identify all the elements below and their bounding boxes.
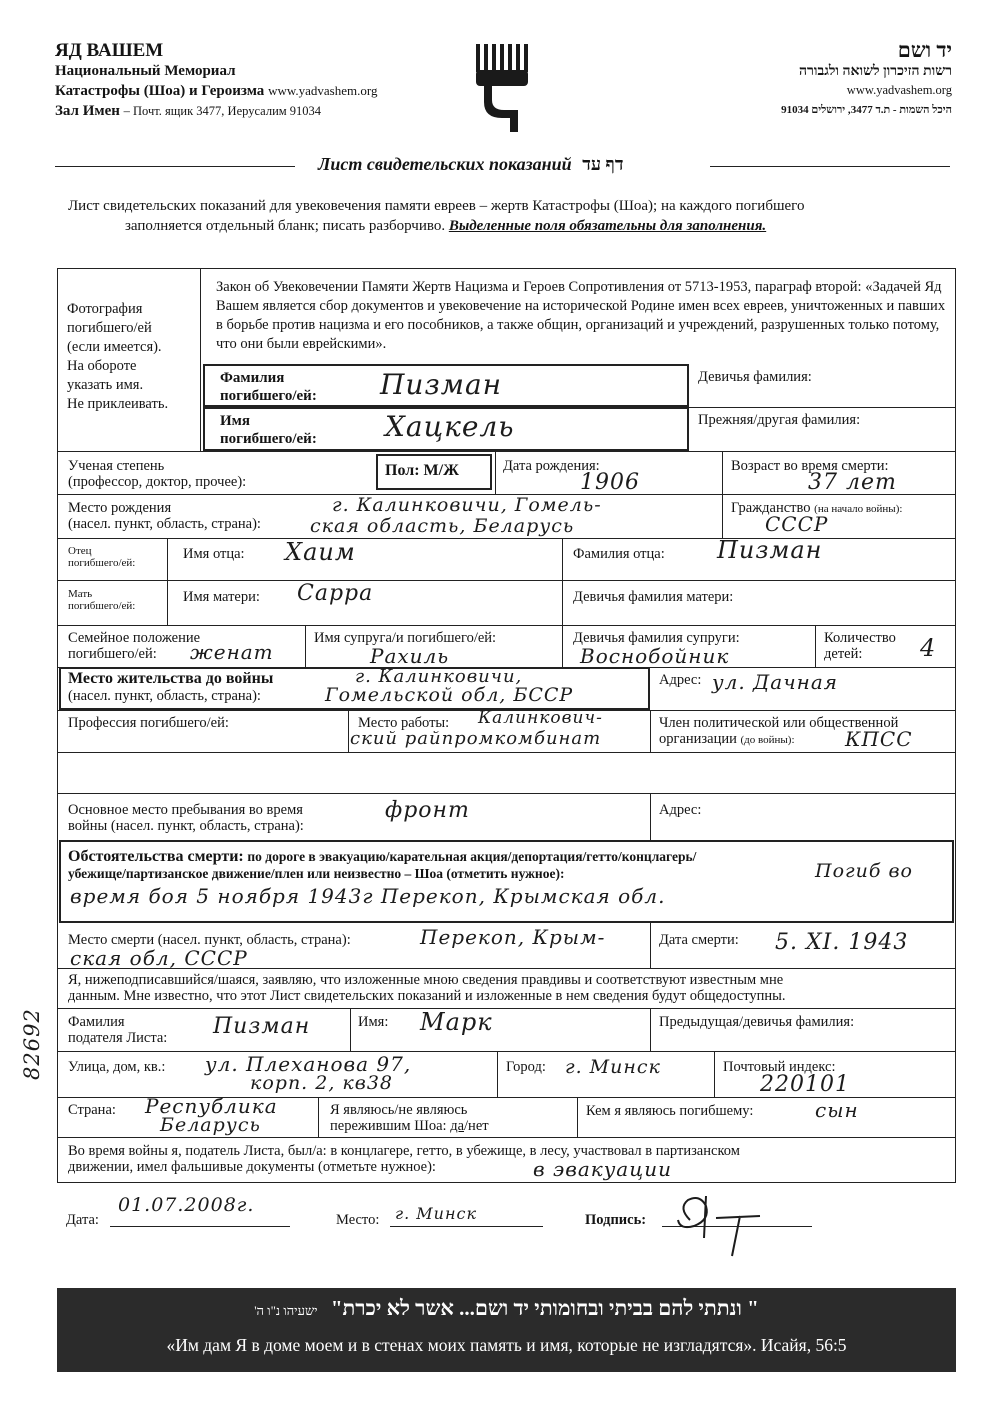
col-divider (815, 625, 816, 667)
children-label (824, 630, 896, 662)
prewar-label (68, 670, 273, 704)
children-value[interactable]: 4 (920, 634, 937, 662)
sign-date-label: Дата: (66, 1212, 99, 1228)
org-he-address: היכל השמות - ת.ד 3477, ירושלים 91034 (781, 104, 952, 116)
row-divider (57, 1008, 956, 1009)
col-divider (167, 538, 168, 625)
org-line2-text: Катастрофы (Шоа) и Героизма (55, 83, 265, 99)
archive-number: 82692 (20, 1008, 44, 1080)
declaration-line2: данным. Мне известно, что этот Лист свидетельских показаний и изложенные в нем сведения будут общедоступны. (68, 988, 786, 1004)
mother-maiden-label: Девичья фамилия матери: (573, 589, 734, 605)
birthplace-value-2[interactable]: ская область, Беларусь (310, 515, 575, 537)
submitter-name-value[interactable]: Марк (420, 1008, 493, 1036)
title-rule-right (710, 166, 950, 167)
intro-emphasis: Выделенные поля обязательны для заполнения. (448, 218, 767, 234)
family-status-label-2: погибшего/ей: (68, 646, 157, 662)
row-divider (57, 1051, 956, 1052)
title-rule-left (55, 166, 295, 167)
age-value[interactable]: 37 лет (808, 470, 897, 495)
citizenship-note: (на начало войны): (814, 503, 903, 515)
survivor-yes[interactable]: да (450, 1118, 465, 1134)
photo-line: указать имя. (67, 377, 144, 393)
wartime-value[interactable]: фронт (385, 798, 470, 823)
death-place-label: Место смерти (насел. пункт, область, страна): (68, 932, 351, 948)
age-label: Возраст во время смерти: (731, 458, 889, 474)
prewar-address-value[interactable]: ул. Дачная (712, 670, 839, 694)
mother-name-label: Имя матери: (183, 589, 260, 605)
victim-surname-label-1: Фамилия (220, 370, 285, 386)
survivor-label-2-line (330, 1118, 489, 1134)
father-side-label-2: погибшего/ей: (68, 557, 136, 569)
street-value-2[interactable]: корп. 2, кв38 (250, 1072, 394, 1094)
mother-name-value[interactable]: Сарра (297, 581, 374, 606)
father-side-label (68, 545, 135, 569)
photo-line: На обороте (67, 358, 137, 374)
victim-name-value[interactable]: Хацкель (385, 410, 515, 443)
spouse-maiden-value[interactable]: Воснобойник (580, 644, 730, 668)
family-status-value[interactable]: женат (190, 640, 274, 664)
col-divider (305, 625, 306, 667)
prewar-label-2: (насел. пункт, область, страна): (68, 688, 261, 704)
survivor-label (330, 1102, 489, 1134)
city-value[interactable]: г. Минск (565, 1056, 661, 1078)
form-title-ru: Лист свидетельских показаний (318, 154, 572, 174)
death-date-label: Дата смерти: (659, 932, 739, 948)
country-label: Страна: (68, 1102, 116, 1118)
wartime-label-2: войны (насел. пункт, область, страна): (68, 818, 304, 834)
citizenship-value[interactable]: СССР (765, 512, 829, 536)
death-place-value-2[interactable]: ская обл, СССР (70, 946, 248, 970)
birthplace-label-2: (насел. пункт, область, страна): (68, 516, 261, 532)
col-divider (577, 1097, 578, 1137)
prewar-value-1[interactable]: г. Калинковичи, (355, 666, 523, 687)
father-side-label-1: Отец (68, 545, 92, 557)
country-value-2[interactable]: Беларусь (160, 1114, 261, 1136)
footer-quote-ru: «Им дам Я в доме моем и в стенах моих память и имя, которые не изгладятся». Исайя, 56:5 (166, 1335, 847, 1355)
death-circ-options-2: убежище/партизанское движение/плен или неизвестно – Шоа (отметить нужное): (68, 866, 565, 881)
row-divider (57, 1137, 956, 1138)
submitter-surname-label-2: подателя Листа: (68, 1030, 168, 1046)
col-divider (495, 451, 496, 494)
col-divider (318, 1097, 319, 1137)
form-title-he: דף עד (582, 154, 624, 174)
org-name-he: יד ושם (897, 38, 952, 62)
sign-date-value[interactable]: 01.07.2008г. (118, 1194, 255, 1216)
mother-side-label-2: погибшего/ей: (68, 600, 136, 612)
wartime-submitter-line1: Во время войны я, податель Листа, был/а: в концлагере, гетто, в убежище, в лесу, участвовал в партизанском (68, 1143, 740, 1159)
row-divider (57, 580, 956, 581)
submitter-surname-value[interactable]: Пизман (213, 1014, 311, 1039)
birthplace-label-1: Место рождения (68, 500, 172, 516)
col-divider (562, 538, 563, 625)
photo-divider (200, 268, 201, 451)
victim-name-label (220, 412, 317, 448)
zip-value[interactable]: 220101 (760, 1072, 850, 1097)
org-website: www.yadvashem.org (268, 83, 378, 98)
death-place-value-1[interactable]: Перекоп, Крым- (420, 925, 606, 949)
family-status-label-1: Семейное положение (68, 630, 201, 646)
sign-date-line (110, 1226, 290, 1227)
hall-label: Зал Имен (55, 103, 120, 119)
col-divider (714, 1051, 715, 1097)
sign-label: Подпись: (585, 1212, 647, 1228)
row-divider (57, 451, 956, 452)
handwritten-signature[interactable] (670, 1190, 780, 1260)
dob-label: Дата рождения: (503, 458, 600, 474)
footer-quote-he-ref: ישעיהו נ"ו ה' (254, 1303, 318, 1318)
submitter-surname-label (68, 1014, 167, 1046)
sign-place-value[interactable]: г. Минск (395, 1204, 477, 1223)
children-label-1: Количество (824, 630, 896, 646)
member-note: (до войны): (740, 734, 795, 746)
row-divider (57, 625, 956, 626)
death-date-value[interactable]: 5. XI. 1943 (775, 930, 909, 955)
photo-instructions (67, 300, 168, 414)
intro-line2 (125, 218, 766, 235)
workplace-label: Место работы: (358, 715, 450, 731)
prewar-label-1: Место жительства до войны (68, 670, 274, 687)
city-label: Город: (506, 1059, 546, 1075)
prewar-address-label: Адрес: (659, 672, 702, 688)
col-divider (650, 923, 651, 968)
street-value-1[interactable]: ул. Плеханова 97, (205, 1052, 412, 1076)
wartime-submitter-value[interactable]: в эвакуации (533, 1157, 672, 1181)
photo-line: погибшего/ей (67, 320, 152, 336)
declaration (68, 972, 786, 1004)
org-name-ru: ЯД ВАШЕМ (55, 40, 164, 61)
declaration-line1: Я, нижеподписавшийся/шаяся, заявляю, что изложенные мною сведения правдивы и соответствуют известным мне (68, 972, 784, 988)
victim-prev-label: Прежняя/другая фамилия: (698, 412, 861, 428)
row-divider (57, 793, 956, 794)
family-status-label (68, 630, 200, 662)
survivor-label-2: пережившим Шоа: (330, 1118, 447, 1134)
relation-value[interactable]: сын (815, 1098, 859, 1122)
submitter-name-label: Имя: (358, 1014, 389, 1030)
workplace-value-2[interactable]: ский райпромкомбинат (350, 728, 602, 749)
country-value-1[interactable]: Республика (145, 1094, 278, 1118)
law-text: Закон об Увековечении Памяти Жертв Нацизма и Героев Сопротивления от 5713-1953, параграф второй: «Задачей Яд Вашем является сбор документов и увековечение на исторической Родине имен всех евреев, уничтоженных и павших в борьбе против нацизма и его пособников, а также общин, организаций и учреждений, разрушенных только потому, что они были еврейскими». (216, 279, 946, 352)
hall-line (55, 103, 321, 120)
col-divider (650, 1008, 651, 1051)
spouse-value[interactable]: Рахиль (370, 644, 450, 668)
col-divider (722, 451, 723, 494)
sign-place-label: Место: (336, 1212, 380, 1228)
col-divider (562, 625, 563, 667)
relation-label: Кем я являюсь погибшему: (586, 1103, 754, 1119)
form-title (318, 154, 624, 175)
row-divider (57, 968, 956, 969)
survivor-label-1: Я являюсь/не являюсь (330, 1102, 468, 1118)
footer-quote-he-line (57, 1296, 956, 1321)
wartime-label-1: Основное место пребывания во время (68, 802, 303, 818)
intro-line1: Лист свидетельских показаний для увековечения памяти евреев – жертв Катастрофы (Шоа); на каждого погибшего (68, 198, 805, 214)
prewar-value-2[interactable]: Гомельской обл, БССР (325, 684, 574, 706)
col-divider (722, 494, 723, 538)
col-divider (650, 793, 651, 840)
org-he-line1: רשות הזיכרון לשואה ולגבורה (798, 64, 952, 79)
col-divider (350, 1008, 351, 1051)
citizenship-label-text: Гражданство (731, 500, 811, 516)
footer-quote-he: " ונתתי להם בביתי ובחומותי יד ושם... אשר לא יכרת" (330, 1296, 759, 1320)
father-name-value[interactable]: Хаим (285, 538, 356, 566)
photo-line: Не приклеивать. (67, 396, 169, 412)
street-label: Улица, дом, кв.: (68, 1059, 166, 1075)
yad-vashem-logo (470, 40, 540, 135)
father-name-label: Имя отца: (183, 546, 245, 562)
death-circ-options-1: по дороге в эвакуацию/карательная акция/депортация/гетто/концлагерь/ (247, 849, 697, 864)
children-label-2: детей: (824, 646, 863, 662)
victim-surname-label-2: погибшего/ей: (220, 388, 317, 404)
submitter-prev-label: Предыдущая/девичья фамилия: (659, 1014, 855, 1030)
sign-place-line (390, 1226, 543, 1227)
mother-side-label-1: Мать (68, 588, 93, 600)
degree-label-2: (профессор, доктор, прочее): (68, 474, 247, 490)
spouse-label: Имя супруга/и погибшего/ей: (314, 630, 497, 646)
father-surname-label: Фамилия отца: (573, 546, 665, 562)
photo-line: (если имеется). (67, 339, 162, 355)
spouse-maiden-label: Девичья фамилия супруги: (573, 630, 740, 646)
zip-label: Почтовый индекс: (723, 1059, 836, 1075)
intro-line2-text: заполняется отдельный бланк; писать разборчиво. (125, 218, 446, 234)
org-he-website: www.yadvashem.org (846, 83, 952, 97)
col-divider (348, 710, 349, 752)
wartime-address-label: Адрес: (659, 802, 702, 818)
profession-label: Профессия погибшего/ей: (68, 715, 229, 731)
death-circ-value-2[interactable]: время боя 5 ноября 1943г Перекоп, Крымская обл. (70, 884, 666, 908)
survivor-sep[interactable]: /нет (464, 1118, 489, 1134)
father-surname-value[interactable]: Пизман (717, 536, 823, 564)
degree-label-1: Ученая степень (68, 458, 165, 474)
birthplace-label (68, 500, 261, 532)
wartime-label (68, 802, 304, 834)
degree-label (68, 458, 246, 490)
victim-surname-value[interactable]: Пизман (380, 368, 503, 401)
org-line2 (55, 83, 377, 100)
member-value[interactable]: КПСС (845, 727, 913, 751)
org-line1: Национальный Мемориал (55, 63, 236, 79)
death-circ-line1 (68, 848, 696, 866)
death-circ-label: Обстоятельства смерти: (68, 848, 244, 865)
member-label-2: организации (659, 731, 737, 747)
workplace-value-1[interactable]: Калинкович- (478, 708, 603, 728)
sex-label: Пол: М/Ж (385, 462, 459, 479)
victim-surname-label (220, 369, 317, 405)
member-label-1: Член политической или общественной (659, 715, 899, 731)
death-circ-value-1[interactable]: Погиб во (815, 860, 913, 882)
photo-line: Фотография (67, 301, 143, 317)
col-divider (650, 710, 651, 752)
row-divider (57, 752, 956, 753)
col-divider (497, 1051, 498, 1097)
submitter-surname-label-1: Фамилия (68, 1014, 125, 1030)
row-divider (689, 407, 956, 408)
mother-side-label (68, 588, 135, 612)
dob-value[interactable]: 1906 (580, 470, 640, 495)
victim-maiden-label: Девичья фамилия: (698, 369, 812, 385)
victim-name-label-2: погибшего/ей: (220, 431, 317, 447)
wartime-submitter-line2: движении, имел фальшивые документы (отметьте нужное): (68, 1159, 436, 1175)
victim-name-label-1: Имя (220, 413, 250, 429)
hall-address: – Почт. ящик 3477, Иерусалим 91034 (123, 104, 322, 118)
birthplace-value-1[interactable]: г. Калинковичи, Гомель- (332, 494, 602, 516)
